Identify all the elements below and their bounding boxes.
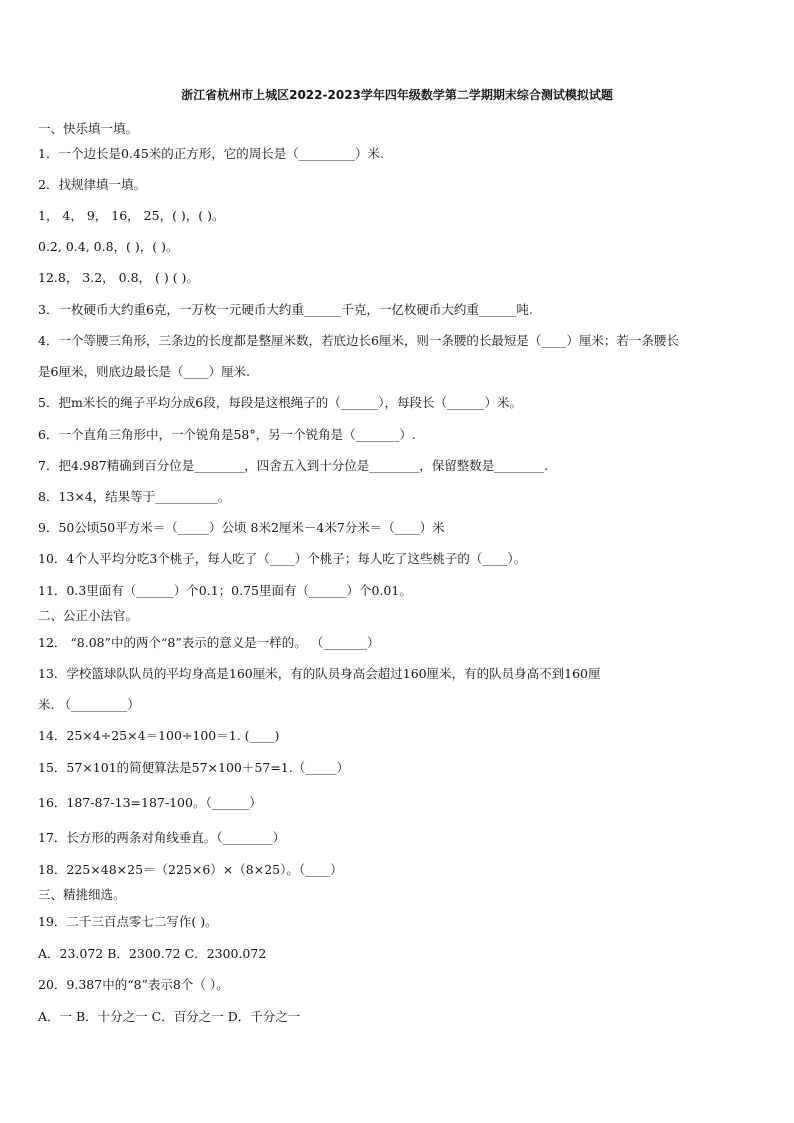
question-line: 4．一个等腰三角形，三条边的长度都是整厘米数，若底边长6厘米，则一条腰的长最短是（____）厘米；若一条腰长: [38, 333, 679, 348]
question-line: 18．225×48×25＝（225×6）×（8×25）。（____）: [38, 862, 343, 877]
question-line: 5．把m米长的绳子平均分成6段，每段是这根绳子的（______），每段长（______）米。: [38, 395, 523, 410]
question-line: 11．0.3里面有（______）个0.1；0.75里面有（______）个0.01。: [38, 583, 412, 598]
question-line: 15．57×101的简便算法是57×100＋57=1.（_____）: [38, 760, 349, 775]
question-line: 3．一枚硬币大约重6克，一万枚一元硬币大约重______千克，一亿枚硬币大约重______吨.: [38, 302, 533, 317]
question-line: 16．187-87-13=187-100。（______）: [38, 795, 262, 810]
section-header: 二、公正小法官。: [38, 608, 139, 623]
question-line: 2．找规律填一填。: [38, 177, 146, 192]
question-line: 13．学校篮球队队员的平均身高是160厘米，有的队员身高会超过160厘米，有的队员身高不到160厘: [38, 666, 601, 681]
section-header: 三、精挑细选。: [38, 887, 126, 902]
question-line: 14．25×4÷25×4＝100÷100＝1. (____): [38, 728, 280, 743]
question-line: 10．4个人平均分吃3个桃子，每人吃了（____）个桃子；每人吃了这些桃子的（____）。: [38, 551, 527, 566]
question-line: 8．13×4，结果等于__________。: [38, 489, 231, 504]
question-line: 1．一个边长是0.45米的正方形，它的周长是（_________）米.: [38, 146, 385, 161]
question-line: 17．长方形的两条对角线垂直。（________）: [38, 830, 286, 845]
answer-options: A．23.072 B．2300.72 C．2300.072: [38, 946, 267, 961]
question-line: 1， 4， 9， 16， 25，( )，( )。: [38, 208, 225, 223]
answer-options: A．一 B．十分之一 C．百分之一 D．千分之一: [38, 1009, 301, 1024]
question-line: 0.2, 0.4, 0.8，( )，( )。: [38, 239, 179, 254]
question-line: 9．50公顷50平方米＝（_____）公顷 8米2厘米－4米7分米＝（____）米: [38, 520, 445, 535]
question-line: 12.8， 3.2， 0.8， ( ) ( )。: [38, 270, 199, 285]
page-title: 浙江省杭州市上城区2022-2023学年四年级数学第二学期期末综合测试模拟试题: [181, 88, 613, 102]
question-line: 是6厘米，则底边最长是（____）厘米.: [38, 364, 250, 379]
question-line: 20．9.387中的“8”表示8个（ ）。: [38, 977, 229, 992]
question-line: 6．一个直角三角形中，一个锐角是58°，另一个锐角是（_______）.: [38, 427, 416, 442]
question-line: 19．二千三百点零七二写作( )。: [38, 914, 218, 929]
question-line: 12． “8.08”中的两个“8”表示的意义是一样的。 （_______）: [38, 635, 380, 650]
section-header: 一、快乐填一填。: [38, 121, 139, 136]
question-line: 7．把4.987精确到百分位是________，四舍五入到十分位是________，保留整数是________.: [38, 458, 549, 473]
question-line: 米. （_________）: [38, 697, 140, 712]
